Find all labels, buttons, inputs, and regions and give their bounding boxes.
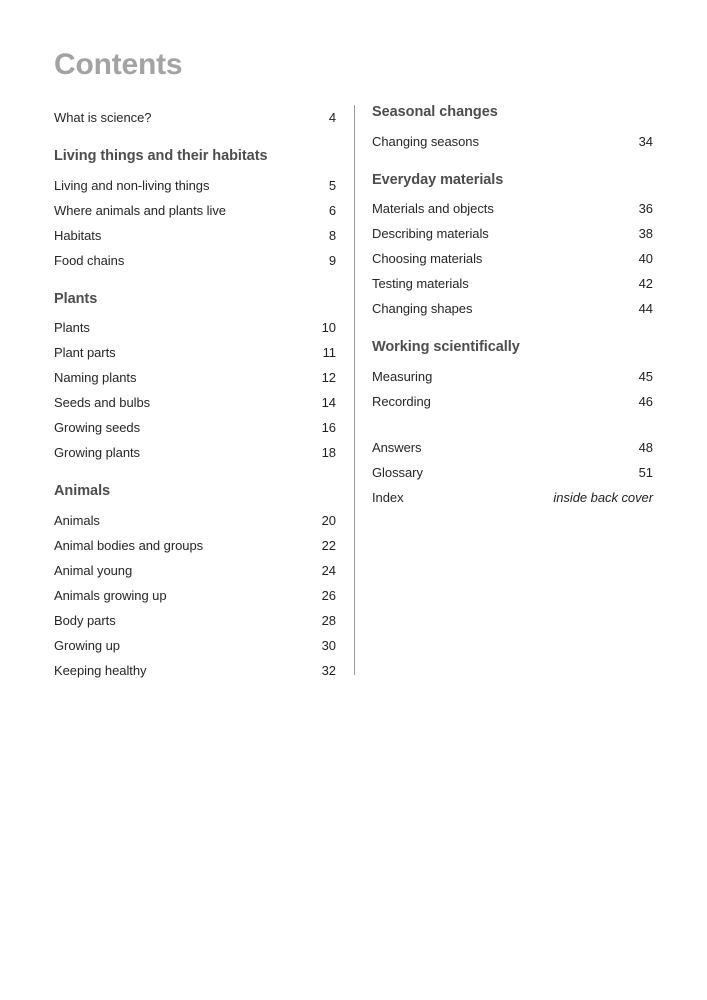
- toc-section-heading: Plants: [54, 290, 98, 307]
- toc-entry-title: Plants: [54, 320, 90, 335]
- toc-entry[interactable]: [372, 364, 653, 389]
- toc-entry-title: Materials and objects: [372, 201, 494, 216]
- toc-entry-title: Body parts: [54, 612, 116, 628]
- toc-entry-page-number: inside back cover: [553, 489, 653, 505]
- toc-entry[interactable]: [54, 508, 336, 533]
- toc-section-heading: Living things and their habitats: [54, 148, 268, 164]
- toc-entry-title: What is science?: [54, 110, 152, 125]
- toc-entry-title: Growing plants: [54, 445, 141, 460]
- toc-entry[interactable]: [372, 485, 653, 510]
- toc-entry[interactable]: [54, 173, 336, 198]
- toc-entry-title: Recording: [372, 393, 431, 409]
- toc-entry[interactable]: [54, 365, 336, 390]
- toc-group: [54, 465, 336, 683]
- toc-entry[interactable]: [372, 296, 653, 321]
- toc-entry-page-number: 48: [638, 439, 653, 455]
- toc-entry[interactable]: [54, 608, 336, 633]
- toc-entry-page-number: 40: [638, 251, 653, 266]
- toc-entry-title: Living and non-living things: [54, 177, 210, 193]
- toc-entry-title: Where animals and plants live: [54, 202, 226, 218]
- toc-entry[interactable]: [372, 389, 653, 414]
- toc-entry-title: Naming plants: [54, 370, 137, 385]
- toc-entry-title: Seeds and bulbs: [54, 395, 151, 410]
- toc-entry[interactable]: [54, 533, 336, 558]
- toc-section-heading: Working scientifically: [372, 339, 520, 355]
- toc-entry-title: Animal bodies and groups: [54, 537, 204, 553]
- toc-entry-page-number: 16: [321, 420, 336, 435]
- toc-entry-page-number: 8: [328, 227, 336, 243]
- toc-entry-page-number: 6: [328, 202, 336, 218]
- toc-entry-page-number: 28: [321, 612, 336, 628]
- toc-entry-page-number: 30: [321, 637, 336, 653]
- toc-entry[interactable]: [54, 558, 336, 583]
- toc-entry-title: Changing shapes: [372, 301, 473, 316]
- toc-entry-title: Choosing materials: [372, 251, 483, 266]
- toc-entry[interactable]: [54, 340, 336, 365]
- toc-entry[interactable]: [372, 435, 653, 460]
- toc-entry-page-number: 38: [638, 226, 653, 241]
- toc-entry[interactable]: [54, 248, 336, 273]
- toc-entry-page-number: 11: [322, 345, 336, 360]
- toc-entry[interactable]: [54, 390, 336, 415]
- toc-entry[interactable]: [54, 223, 336, 248]
- toc-entry[interactable]: [372, 460, 653, 485]
- section-spacer: [372, 414, 653, 435]
- toc-entry[interactable]: [372, 129, 653, 154]
- toc-group: [54, 105, 336, 130]
- toc-group: [54, 273, 336, 466]
- toc-entry-page-number: 10: [321, 320, 336, 335]
- toc-group: [372, 321, 653, 414]
- toc-entry-page-number: 12: [321, 370, 336, 385]
- page-title: Contents: [54, 48, 183, 81]
- toc-entry-page-number: 18: [321, 445, 336, 460]
- toc-entry-page-number: 45: [638, 368, 653, 384]
- toc-entry-page-number: 24: [321, 562, 336, 578]
- toc-entry-page-number: 5: [328, 177, 336, 193]
- toc-entry-page-number: 26: [321, 587, 336, 603]
- toc-entry-title: Answers: [372, 439, 422, 455]
- toc-entry[interactable]: [54, 440, 336, 465]
- toc-entry-page-number: 34: [638, 133, 653, 149]
- toc-entry[interactable]: [54, 105, 336, 130]
- toc-entry[interactable]: [372, 271, 653, 296]
- toc-section-heading: Animals: [54, 483, 111, 499]
- toc-entry-page-number: 51: [638, 464, 653, 480]
- toc-entry-title: Index: [372, 489, 404, 505]
- toc-column-right: [372, 105, 653, 510]
- toc-entry-title: Animals: [54, 512, 100, 528]
- toc-entry-title: Measuring: [372, 368, 433, 384]
- column-divider: [354, 105, 355, 675]
- toc-entry-title: Growing up: [54, 637, 120, 653]
- toc-entry-title: Testing materials: [372, 276, 469, 291]
- toc-group: [372, 105, 653, 154]
- toc-entry-page-number: 44: [638, 301, 653, 316]
- toc-entry[interactable]: [54, 415, 336, 440]
- toc-entry-page-number: 20: [321, 512, 336, 528]
- toc-entry-title: Plant parts: [54, 345, 116, 360]
- toc-group: [372, 154, 653, 322]
- toc-entry-title: Growing seeds: [54, 420, 141, 435]
- toc-entry-page-number: 46: [638, 393, 653, 409]
- toc-entry-page-number: 14: [321, 395, 336, 410]
- toc-entry[interactable]: [54, 198, 336, 223]
- toc-entry-page-number: 42: [638, 276, 653, 291]
- toc-entry[interactable]: [372, 221, 653, 246]
- toc-entry-page-number: 36: [638, 201, 653, 216]
- toc-entry-page-number: 9: [328, 252, 336, 268]
- toc-entry[interactable]: [54, 633, 336, 658]
- toc-group: [372, 414, 653, 510]
- toc-entry-title: Describing materials: [372, 226, 489, 241]
- toc-section-heading: Seasonal changes: [372, 104, 498, 120]
- toc-entry-title: Animal young: [54, 562, 133, 578]
- toc-entry-title: Glossary: [372, 464, 423, 480]
- toc-entry[interactable]: [54, 583, 336, 608]
- toc-column-left: [54, 105, 336, 683]
- toc-entry-page-number: 4: [328, 110, 336, 125]
- toc-entry[interactable]: [372, 246, 653, 271]
- toc-entry-page-number: 22: [321, 537, 336, 553]
- toc-entry[interactable]: [54, 315, 336, 340]
- toc-entry-title: Changing seasons: [372, 133, 479, 149]
- toc-group: [54, 130, 336, 273]
- toc-entry-title: Habitats: [54, 227, 102, 243]
- toc-entry-title: Animals growing up: [54, 587, 167, 603]
- toc-entry-title: Keeping healthy: [54, 662, 147, 678]
- toc-section-heading: Everyday materials: [372, 171, 504, 188]
- toc-entry-page-number: 32: [321, 662, 336, 678]
- toc-entry-title: Food chains: [54, 252, 125, 268]
- toc-entry[interactable]: [54, 658, 336, 683]
- toc-entry[interactable]: [372, 196, 653, 221]
